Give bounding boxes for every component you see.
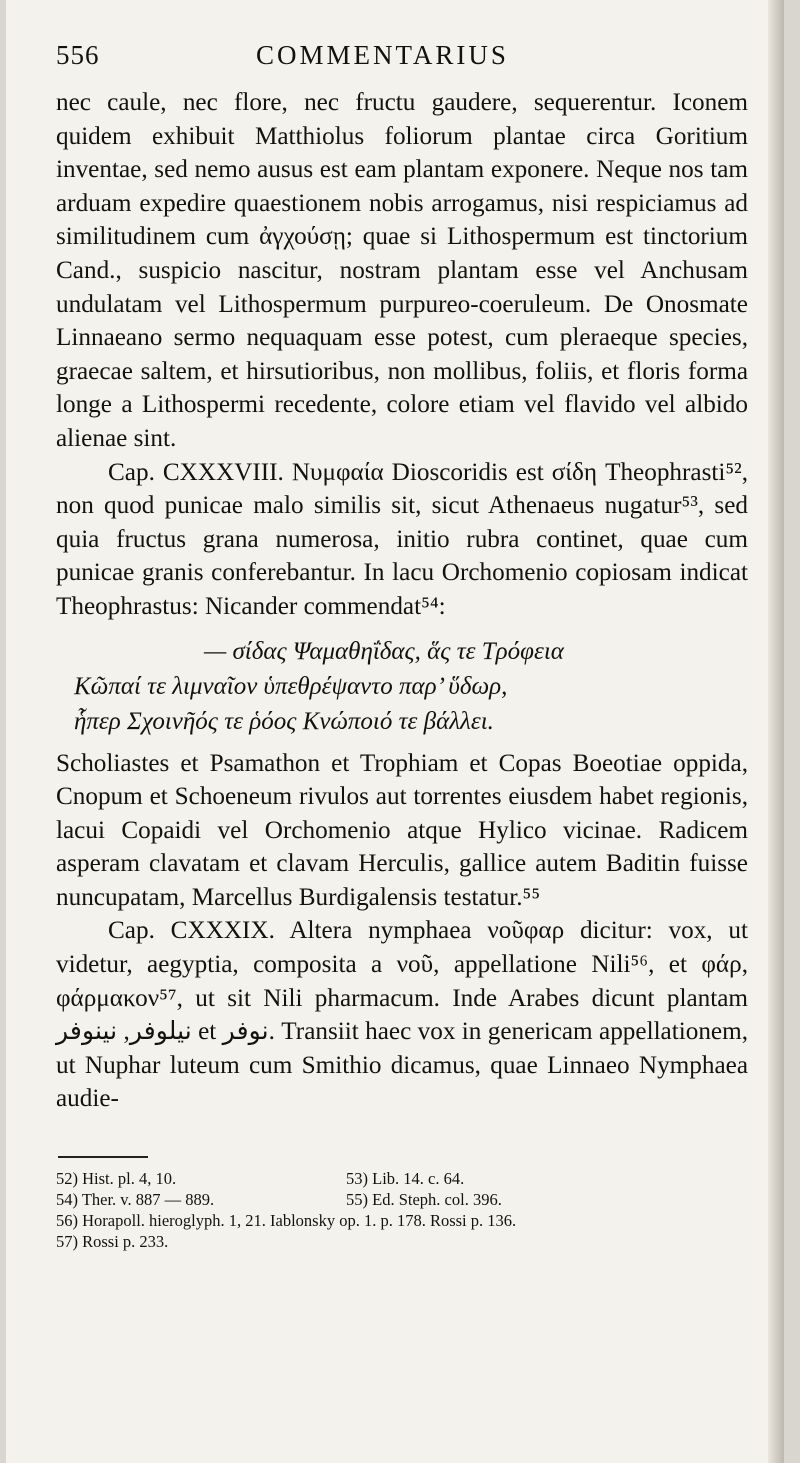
- verse-line-3: ἧπερ Σχοινῆός τε ῥόος Κνώποιό τε βάλλει.: [74, 707, 494, 735]
- footnote-row: [56, 1168, 748, 1189]
- paragraph-1: nec caule, nec flore, nec fructu gaudere, sequerentur. Iconem quidem exhibuit Matthiolus foliorum plantae circa Goritium inventae, sed nemo ausus est eam plantam exponere. Neque nos tam arduam expedire quaestionem nobis arrogamus, nisi respiciamus ad similitudinem cum ἀγχούσῃ; quae si Lithospermum est tinctorium Cand., suspicio nascitur, nostram plantam esse vel Anchusam undulatam vel Lithospermum purpureo-coeruleum. De Onosmate Linnaeano sermo nequaquam esse potest, cum pleraeque species, graecae saltem, et hirsutioribus, non mollibus, foliis, et floris forma longe a Lithospermi recedente, colore etiam vel flavido vel albido alienae sint.: [56, 89, 748, 452]
- paragraph-cap-139: Cap. CXXXIX. Altera nymphaea νοῦφαρ dicitur: vox, ut videtur, aegyptia, composita a νοῦ, appellatione Nili⁵⁶, et φάρ, φάρμακον⁵⁷, ut sit Nili pharmacum. Inde Arabes dicunt plantam نيلوفر, نينوفر et نوفر. Transiit haec vox in genericam appellationem, ut Nuphar luteum cum Smithio dicamus, quae Linnaeo Nymphaea audie-: [56, 917, 748, 1113]
- page-edge-shadow: [768, 0, 784, 1463]
- footnote-53: 53) Lib. 14. c. 64.: [346, 1169, 465, 1189]
- page-number: 556: [56, 40, 100, 70]
- footnote-55: 55) Ed. Steph. col. 396.: [346, 1190, 502, 1210]
- footnote-rule: [58, 1156, 148, 1158]
- footnote-57: 57) Rossi p. 233.: [56, 1232, 169, 1252]
- verse-line-2: Κῶπαί τε λιμναῖον ὑπεθρέψαντο παρ’ ὕδωρ,: [74, 672, 508, 700]
- footnote-56: 56) Horapoll. hieroglyph. 1, 21. Iablonsky op. 1. p. 178. Rossi p. 136.: [56, 1211, 517, 1231]
- main-text: [56, 86, 748, 1116]
- paragraph-scholiastes: Scholiastes et Psamathon et Trophiam et Copas Boeotiae oppida, Cnopum et Schoeneum rivulos aut torrentes eiusdem habet regionis, lacui Copaidi vel Orchomenio atque Hylico vicinae. Radicem asperam clavatam et clavam Herculis, gallice autem Baditin fuisse nuncupatam, Marcellus Burdigalensis testatur.⁵⁵: [56, 749, 748, 911]
- footnotes: [56, 1168, 748, 1252]
- paragraph-cap-138: Cap. CXXXVIII. Νυμφαία Dioscoridis est σίδη Theophrasti⁵², non quod punicae malo similis sit, sicut Athenaeus nugatur⁵³, sed quia fructus grana numerosa, initio rubra continet, quae cum punicae granis conferebantur. In lacu Orchomenio copiosam indicat Theophrastus: Nicander commendat⁵⁴:: [56, 458, 748, 620]
- verse-quotation: [56, 634, 748, 739]
- page-header: [56, 40, 748, 86]
- footnote-52: 52) Hist. pl. 4, 10.: [56, 1169, 177, 1189]
- running-title: COMMENTARIUS: [256, 40, 509, 70]
- footnote-54: 54) Ther. v. 887 — 889.: [56, 1190, 215, 1210]
- book-page: [6, 0, 784, 1463]
- footnote-row: [56, 1189, 748, 1210]
- verse-line-1: — σίδας Ψαμαθηΐδας, ἅς τε Τρόφεια: [204, 637, 564, 665]
